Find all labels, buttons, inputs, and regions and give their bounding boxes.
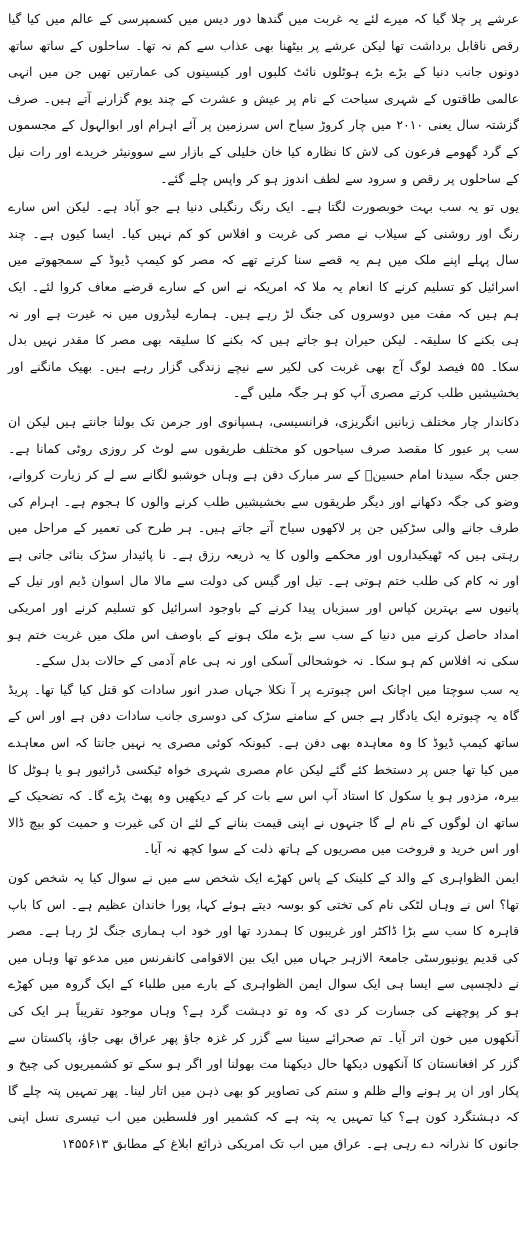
paragraph-4: یہ سب سوچتا میں اچانک اس چبوترے پر آ نکلا جہاں صدر انور سادات کو قتل کیا گیا تھا۔ پریڈ گاہ یہ چبوترہ ایک یادگار ہے جس کے سامنے سڑک کی دوسری جانب سادات دفن ہے اور اس کے ساتھ کیمپ ڈیوڈ کا وہ معاہدہ بھی دفن ہے۔ کیونکہ کوئی مصری یہ نہیں جانتا کہ اس معاہدے میں کیا تھا جس پر دستخط کئے گئے لیکن عام مصری شہری خواہ ٹیکسی ڈرائیور ہو یا ہوٹل کا بیرہ، مزدور ہو یا سکول کا استاد آپ اس سے بات کر کے دیکھیں وہ پھٹ پڑے گا۔ کہ تضحیک کے ساتھ ان لوگوں کے نام لے گا جنہوں نے اپنی قیمت بنانے کے لئے ان کی غیرت و حمیت کو بیچ ڈالا اور اس خرید و فروخت میں مصریوں کے ہاتھ ذلت کے سوا کچھ نہ آیا۔ bbox=[8, 681, 519, 857]
paragraph-1: عرشے پر چلا گیا کہ میرے لئے یہ غربت میں گندھا دور دیس میں کسمپرسی کے عالم میں کیا گیا رقص ناقابل برداشت تھا لیکن عرشے پر بیٹھنا بھی عذاب سے کم نہ تھا۔ ساحلوں کے ساتھ ساتھ دونوں جانب دنیا کے بڑے بڑے ہوٹلوں نائٹ کلبوں اور کیسینوں کی عمارتیں تھیں جن میں انہی عالمی طاقتوں کے شہری سیاحت کے نام پر عیش و عشرت کے چند یوم گزارنے آتے ہیں۔ صرف گزشتہ سال یعنی ۲۰۱۰ میں چار کروڑ سیاح اس سرزمین پر آئے اہرام اور ابوالہول کے مجسموں کے گرد گھومے فرعون کی لاش کا نظارہ کیا خان خلیلی کے بازار سے سوونیئر خریدے اور رات نیل کے ساحلوں پر رقص و سرود سے لطف اندوز ہو کر واپس چلے گئے۔ bbox=[8, 11, 519, 186]
paragraph-2: یوں تو یہ سب بہت خوبصورت لگتا ہے۔ ایک رنگ رنگیلی دنیا ہے جو آباد ہے۔ لیکن اس سارے رنگ اور روشنی کے سیلاب نے مصر کی غربت و افلاس کو کم نہیں کیا۔ ایسا کیوں ہے۔ چند سال پہلے اپنے ملک میں ہم یہ قصے سنا کرتے تھے کہ مصر کو کیمپ ڈیوڈ کے سمجھوتے میں اسرائیل کو تسلیم کرنے کا انعام یہ ملا کہ امریکہ نے اس کے سارے قرضے معاف کروا لئے۔ ایک ہم ہیں کہ مفت میں دوسروں کی جنگ لڑ رہے ہیں۔ ہمارے لیڈروں میں نہ غیرت ہے اور نہ ہی بکنے کا سلیقہ۔ لیکن حیران ہو جاتے ہیں کہ بکنے کا سلیقہ بھی مصر کا مقدر نہیں بدل سکا۔ ۵۵ فیصد لوگ آج بھی غربت کی لکیر سے نیچے زندگی گزار رہے ہیں۔ بھیک مانگنے اور بخشیشیں طلب کرتے مصری آپ کو ہر جگہ ملیں گے۔ bbox=[8, 199, 519, 401]
paragraph-3: دکاندار چار مختلف زبانیں انگریزی، فرانسیسی، ہسپانوی اور جرمن تک بولنا جانتے ہیں لیکن ان سب پر عبور کا مقصد صرف سیاحوں کو مختلف طریقوں سے لوٹ کر روزی روٹی کمانا ہے۔ جس جگہ سیدنا امام حسینؓ کے سر مبارک دفن ہے وہاں خوشبو لگانے سے لے کر زیارت کروانے، وضو کی جگہ دکھانے اور دیگر طریقوں سے بخشیشیں طلب کرنے والوں کا ہجوم ہے۔ اہرام کی طرف جانے والی سڑکیں جن پر لاکھوں سیاح آتے جاتے ہیں۔ ہر طرح کی تعمیر کے مراحل میں رہتی ہیں کہ ٹھیکیداروں اور محکمے والوں کا یہ ذریعہ رزق ہے۔ نا پائیدار سڑک بنائی جاتی ہے اور نہ کام کی طلب ختم ہوتی ہے۔ تیل اور گیس کی دولت سے مالا مال اسوان ڈیم اور نیل کے پانیوں سے بہترین کپاس اور سبزیاں پیدا کرنے کے باوجود اسرائیل کو تسلیم کرنے اور امریکی امداد حاصل کرنے میں دنیا کے سب سے بڑے ملک ہونے کے باوصف اس ملک میں غربت ختم ہو سکی نہ افلاس کم ہو سکا۔ نہ خوشحالی آسکی اور نہ ہی عام آدمی کے حالات بدل سکے۔ bbox=[8, 413, 519, 669]
paragraph-5: ایمن الظواہری کے والد کے کلینک کے پاس کھڑے ایک شخص سے میں نے سوال کیا یہ شخص کون تھا؟ اس نے وہاں لٹکی نام کی تختی کو بوسہ دیتے ہوئے کہا، پورا خاندان عظیم ہے۔ اس کا باپ قاہرہ کا سب سے بڑا ڈاکٹر اور غریبوں کا ہمدرد تھا اور خود اب ہماری جنگ لڑ رہا ہے۔ مصر کی قدیم یونیورسٹی جامعۃ الازہر جہاں میں ایک بین الاقوامی کانفرنس میں مدعو تھا وہاں میں نے دلچسپی سے ایسا ہی ایک سوال ایمن الظواہری کے بارے میں طلباء کے ایک گروہ میں کھڑے ہو کر پوچھنے کی جسارت کر دی کہ وہ تو دہشت گرد ہے؟ وہاں موجود تقریباً ہر ایک کی آنکھوں میں خون اتر آیا۔ تم صحرائے سینا سے گزر کر غزہ جاؤ پھر عراق بھی جاؤ، پاکستان سے گزر کر افغانستان کا آنکھوں دیکھا حال دیکھنا مت بھولنا اور اگر ہو سکے تو کشمیریوں کی چیخ و پکار اور ان پر ہونے والے ظلم و ستم کی تصاویر کو بھی ذہن میں اتار لینا۔ پھر تمہیں پتہ چلے گا کہ دہشتگرد کون ہے؟ کیا تمہیں یہ پتہ ہے کہ کشمیر اور فلسطین میں اب تیسری نسل اپنی جانوں کا نذرانہ دے رہی ہے۔ عراق میں اب تک امریکی ذرائع ابلاغ کے مطابق ۱۴۵۵۶۱۳ bbox=[8, 870, 519, 1151]
